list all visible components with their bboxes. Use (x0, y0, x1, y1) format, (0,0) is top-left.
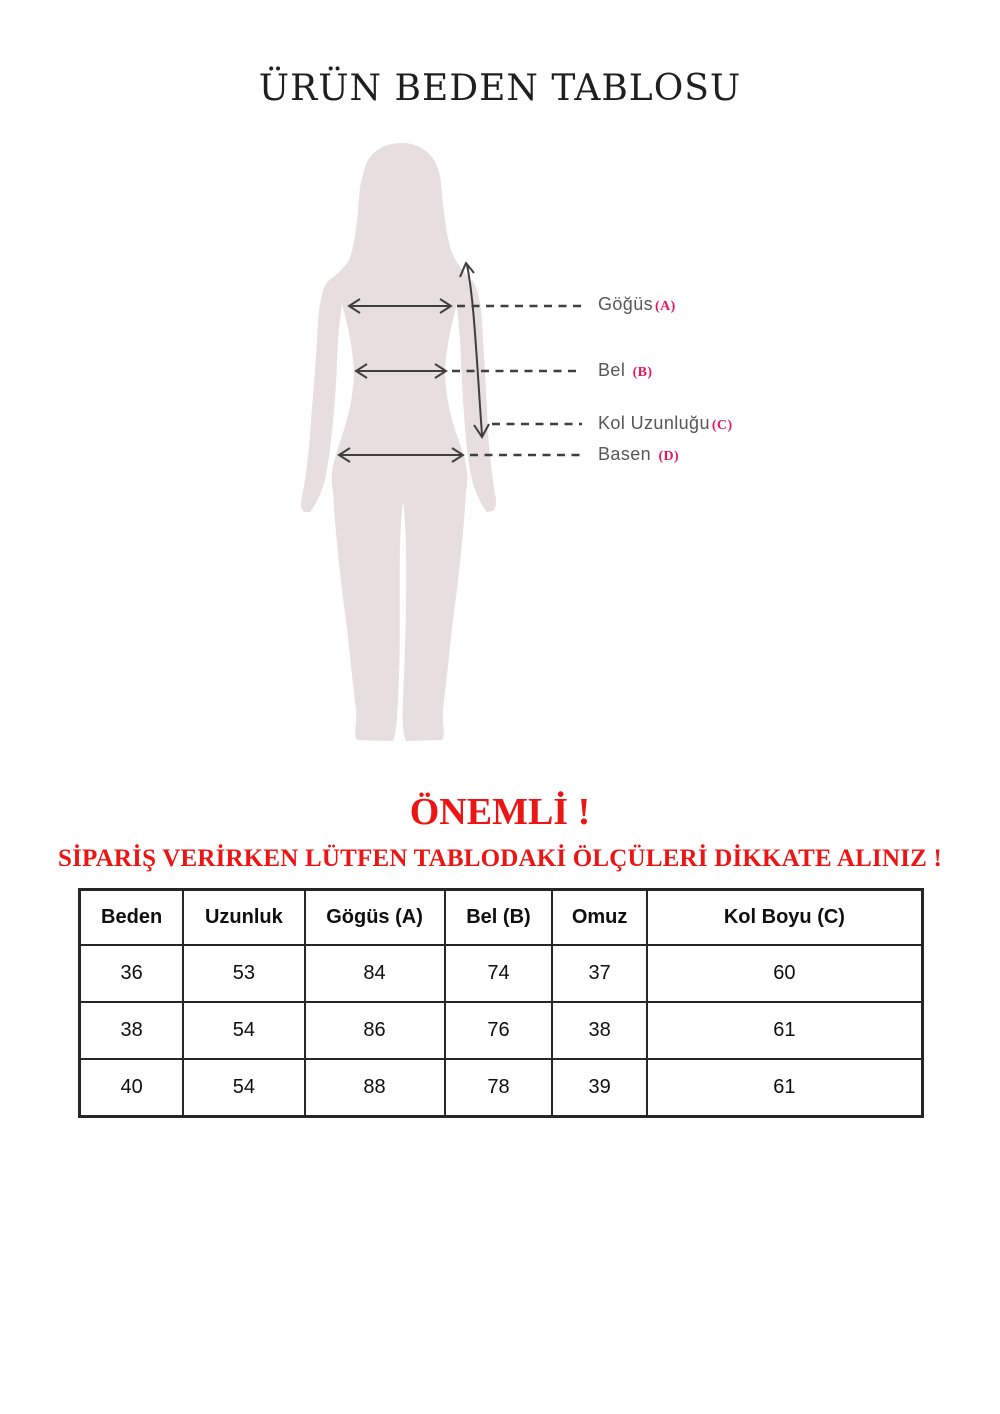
table-cell: 74 (445, 945, 553, 1002)
header-cell-bel: Bel (B) (445, 890, 553, 946)
table-cell: 40 (80, 1059, 184, 1117)
table-cell: 38 (80, 1002, 184, 1059)
table-cell: 37 (552, 945, 646, 1002)
table-cell: 38 (552, 1002, 646, 1059)
chest-label-text: Göğüs (598, 294, 654, 314)
arm-length-label-letter: (C) (711, 418, 733, 433)
chest-label (598, 294, 676, 315)
body-core-shape (327, 143, 470, 741)
arm-length-label-text: Kol Uzunluğu (598, 413, 710, 433)
header-cell-omuz: Omuz (552, 890, 646, 946)
hips-label-text: Basen (598, 444, 657, 464)
page-title: ÜRÜN BEDEN TABLOSU (258, 68, 742, 109)
table-cell: 60 (647, 945, 923, 1002)
header-cell-kol-boyu: Kol Boyu (C) (647, 890, 923, 946)
table-cell: 61 (647, 1059, 923, 1117)
waist-label-text: Bel (598, 360, 631, 380)
table-cell: 61 (647, 1002, 923, 1059)
waist-label-letter: (B) (632, 365, 653, 380)
size-table (78, 888, 924, 1118)
arm-length-label (598, 413, 733, 434)
header-cell-uzunluk: Uzunluk (183, 890, 304, 946)
waist-label (598, 360, 653, 381)
table-cell: 36 (80, 945, 184, 1002)
table-row (80, 945, 923, 1002)
table-cell: 86 (305, 1002, 445, 1059)
table-cell: 84 (305, 945, 445, 1002)
header-cell-beden: Beden (80, 890, 184, 946)
table-cell: 88 (305, 1059, 445, 1117)
table-cell: 76 (445, 1002, 553, 1059)
table-cell: 78 (445, 1059, 553, 1117)
table-cell: 39 (552, 1059, 646, 1117)
size-table-header-row (80, 890, 923, 946)
table-row (80, 1002, 923, 1059)
body-silhouette-figure (301, 143, 496, 741)
table-row (80, 1059, 923, 1117)
table-cell: 54 (183, 1002, 304, 1059)
chest-label-letter: (A) (655, 299, 676, 314)
table-cell: 54 (183, 1059, 304, 1117)
hips-label (598, 444, 679, 465)
header-cell-gogus: Gögüs (A) (305, 890, 445, 946)
important-heading: ÖNEMLİ ! (409, 791, 591, 833)
warning-text: SİPARİŞ VERİRKEN LÜTFEN TABLODAKİ ÖLÇÜLERİ DİKKATE ALINIZ ! (58, 845, 942, 872)
hips-label-letter: (D) (658, 449, 680, 464)
table-cell: 53 (183, 945, 304, 1002)
